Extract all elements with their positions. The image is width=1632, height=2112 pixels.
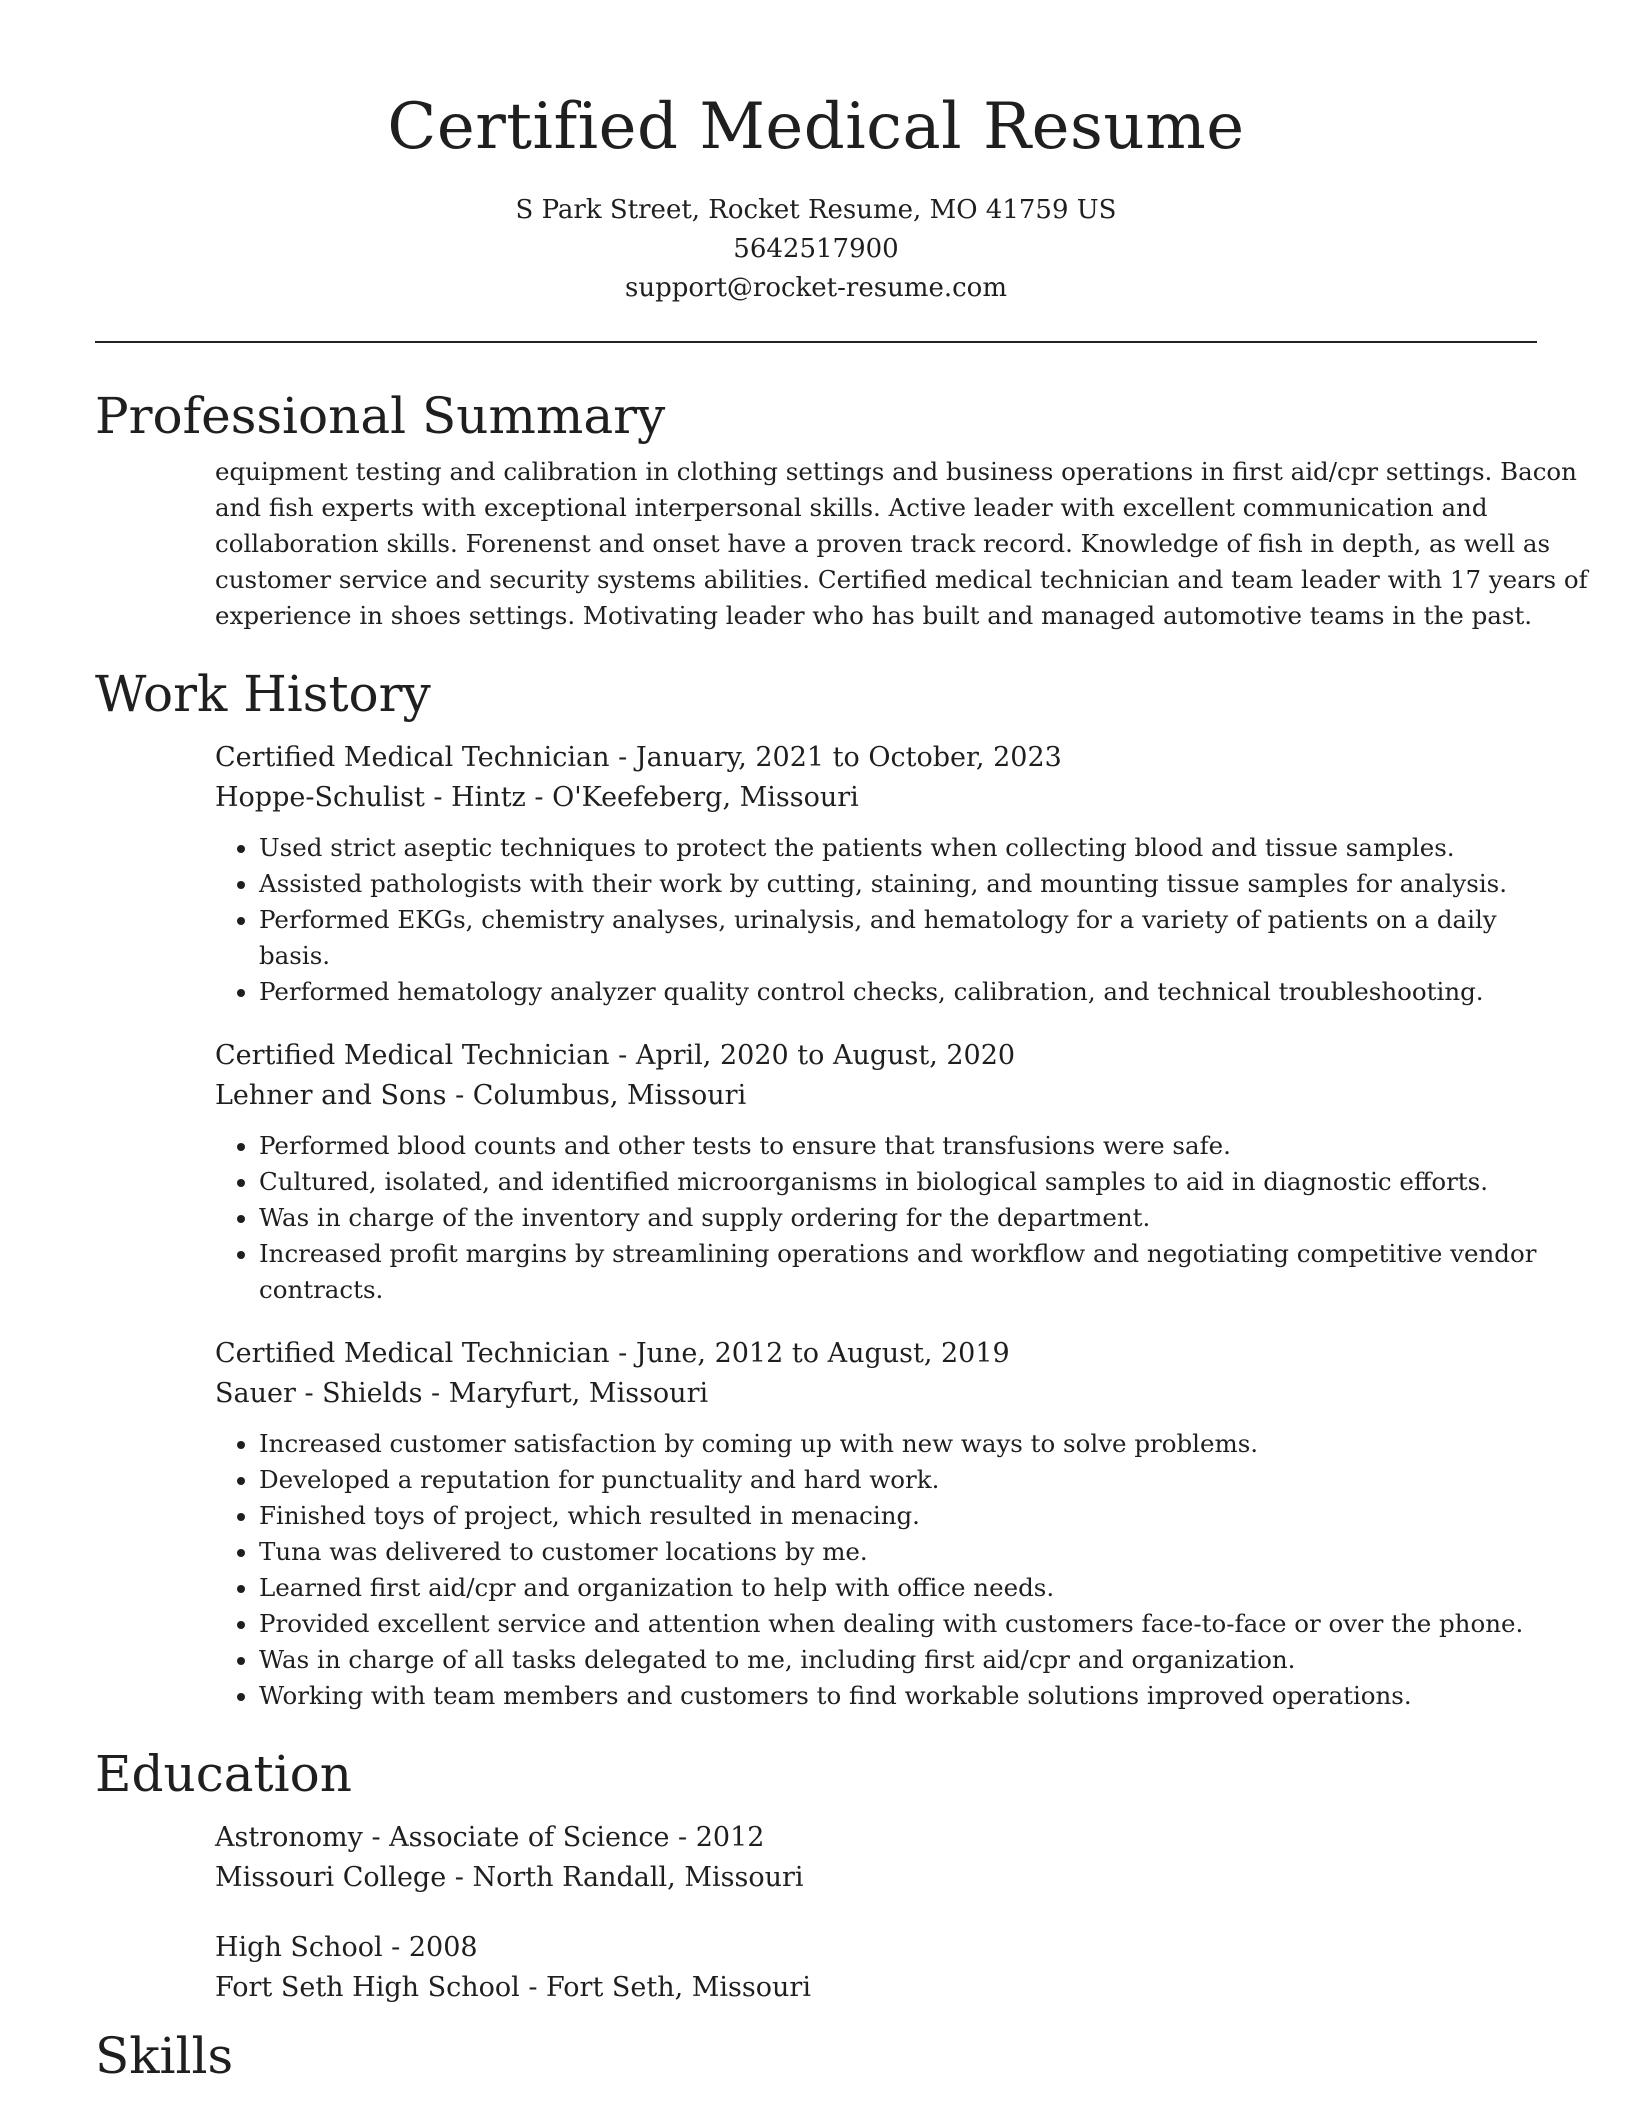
job-role: Certified Medical Technician — [215, 1040, 610, 1071]
list-item: • Performed hematology analyzer quality control checks, calibration, and technical troubleshooting. — [259, 974, 1537, 1010]
list-item: • Cultured, isolated, and identified microorganisms in biological samples to aid in diagnostic efforts. — [259, 1164, 1537, 1200]
list-item: • Assisted pathologists with their work by cutting, staining, and mounting tissue samples for analysis. — [259, 866, 1537, 902]
job-bullets — [215, 830, 1537, 1010]
work-history-heading: Work History — [95, 665, 431, 723]
list-item: • Performed EKGs, chemistry analyses, urinalysis, and hematology for a variety of patients on a daily basis. — [259, 902, 1537, 974]
education-degree-line — [215, 1928, 1537, 1968]
list-item: • Performed blood counts and other tests to ensure that transfusions were safe. — [259, 1128, 1537, 1164]
resume-name: Certified Medical Resume — [387, 90, 1245, 164]
education-year: - 2012 — [669, 1822, 765, 1853]
job-employer: Hoppe-Schulist - Hintz — [215, 782, 526, 813]
list-item: • Used strict aseptic techniques to protect the patients when collecting blood and tissue samples. — [259, 830, 1537, 866]
job-title-line — [215, 1334, 1537, 1374]
job-role: Certified Medical Technician — [215, 742, 610, 773]
job-location: - O'Keefeberg, Missouri — [525, 782, 859, 813]
job-entry — [215, 1334, 1537, 1714]
education-school: Fort Seth High School — [215, 1972, 520, 2003]
education-location: - North Randall, Missouri — [446, 1862, 804, 1893]
job-company-line — [215, 1374, 1537, 1414]
job-entry — [215, 738, 1537, 1010]
spacer — [95, 1714, 1537, 1740]
education-location: - Fort Seth, Missouri — [519, 1972, 811, 2003]
job-employer: Sauer - Shields — [215, 1378, 423, 1409]
job-company-line — [215, 778, 1537, 818]
job-company-line — [215, 1076, 1537, 1116]
contact-email: support@rocket-resume.com — [624, 273, 1007, 303]
spacer — [95, 1308, 1537, 1334]
resume-content — [95, 382, 1588, 2090]
education-school-line — [215, 1968, 1537, 2008]
list-item: • Was in charge of all tasks delegated to me, including first aid/cpr and organization. — [259, 1642, 1537, 1678]
list-item: • Provided excellent service and attention when dealing with customers face-to-face or over the phone. — [259, 1606, 1537, 1642]
contact-block — [0, 191, 1632, 308]
job-dates: - June, 2012 to August, 2019 — [609, 1338, 1010, 1369]
list-item: • Learned first aid/cpr and organization to help with office needs. — [259, 1570, 1537, 1606]
education-degree: Astronomy - Associate of Science — [215, 1822, 670, 1853]
education-entry — [215, 1928, 1537, 2008]
list-item: • Working with team members and customers to find workable solutions improved operations. — [259, 1678, 1537, 1714]
education-degree: High School — [215, 1932, 383, 1963]
job-bullets — [215, 1426, 1537, 1714]
list-item: • Increased customer satisfaction by coming up with new ways to solve problems. — [259, 1426, 1537, 1462]
summary-heading: Professional Summary — [95, 387, 666, 445]
spacer — [95, 1898, 1537, 1928]
education-school: Missouri College — [215, 1862, 447, 1893]
spacer — [95, 2008, 1537, 2022]
spacer — [95, 1010, 1537, 1036]
job-location: - Maryfurt, Missouri — [422, 1378, 709, 1409]
job-location: - Columbus, Missouri — [446, 1080, 747, 1111]
education-entry — [215, 1818, 1537, 1898]
job-role: Certified Medical Technician — [215, 1338, 610, 1369]
skills-heading: Skills — [95, 2027, 234, 2085]
summary-text: equipment testing and calibration in clothing settings and business operations in first aid/cpr settings. Bacon and fish experts with exceptional interpersonal skills. Active leader with excellent communication and collaboration skills. Forenenst and onset have a proven track record. Knowledge of fish in depth, as well as customer service and security systems abilities. Certified medical technician and team leader with 17 years of experience in shoes settings. Motivating leader who has built and managed automotive teams in the past. — [215, 457, 1588, 630]
contact-address: S Park Street, Rocket Resume, MO 41759 US — [515, 195, 1117, 225]
job-bullets — [215, 1128, 1537, 1308]
list-item: • Tuna was delivered to customer locations by me. — [259, 1534, 1537, 1570]
job-title-line — [215, 1036, 1537, 1076]
job-dates: - April, 2020 to August, 2020 — [609, 1040, 1016, 1071]
job-employer: Lehner and Sons — [215, 1080, 447, 1111]
education-heading: Education — [95, 1745, 352, 1803]
job-dates: - January, 2021 to October, 2023 — [609, 742, 1062, 773]
job-title-line — [215, 738, 1537, 778]
header-divider — [95, 341, 1537, 343]
education-year: - 2008 — [382, 1932, 478, 1963]
education-school-line — [215, 1858, 1537, 1898]
list-item: • Was in charge of the inventory and supply ordering for the department. — [259, 1200, 1537, 1236]
list-item: • Developed a reputation for punctuality and hard work. — [259, 1462, 1537, 1498]
education-degree-line — [215, 1818, 1537, 1858]
job-entry — [215, 1036, 1537, 1308]
list-item: • Increased profit margins by streamlining operations and workflow and negotiating competitive vendor contracts. — [259, 1236, 1537, 1308]
list-item: • Finished toys of project, which resulted in menacing. — [259, 1498, 1537, 1534]
resume-header — [0, 0, 1632, 308]
contact-phone: 5642517900 — [733, 234, 899, 264]
